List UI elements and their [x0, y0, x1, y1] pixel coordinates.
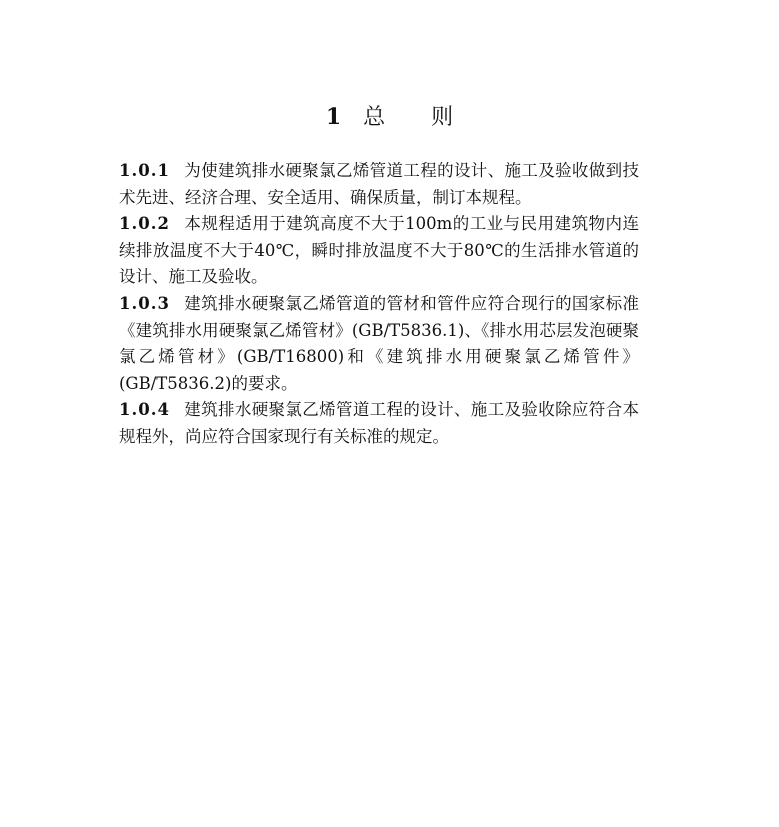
clause-number: 1.0.1	[119, 161, 170, 180]
chapter-title-part1: 总	[363, 105, 386, 130]
clause-number: 1.0.2	[119, 214, 170, 234]
clause-number: 1.0.3	[119, 293, 170, 313]
clause-text: 为使建筑排水硬聚氯乙烯管道工程的设计、施工及验收做到技术先进、经济合理、安全适用、确保质量，制订本规程。	[119, 161, 639, 207]
clause-1-0-2	[119, 211, 639, 291]
clause-text: 本规程适用于建筑高度不大于100m的工业与民用建筑物内连续排放温度不大于40℃，瞬时排放温度不大于80℃的生活排水管道的设计、施工及验收。	[119, 214, 639, 287]
chapter-number: 1	[325, 104, 342, 130]
clauses-body	[119, 158, 639, 451]
clause-1-0-3	[119, 291, 639, 397]
clause-number: 1.0.4	[119, 400, 170, 420]
clause-text: 建筑排水硬聚氯乙烯管道工程的设计、施工及验收除应符合本规程外，尚应符合国家现行有关标准的规定。	[119, 400, 639, 446]
clause-1-0-4	[119, 397, 639, 450]
clause-text: 建筑排水硬聚氯乙烯管道的管材和管件应符合现行的国家标准《建筑排水用硬聚氯乙烯管材》(GB/T5836.1)、《排水用芯层发泡硬聚氯乙烯管材》(GB/T16800)和《建筑排水用硬聚氯乙烯管件》(GB/T5836.2)的要求。	[119, 293, 639, 393]
clause-1-0-1	[119, 158, 639, 211]
chapter-title	[0, 102, 779, 133]
chapter-title-part2: 则	[431, 105, 454, 130]
